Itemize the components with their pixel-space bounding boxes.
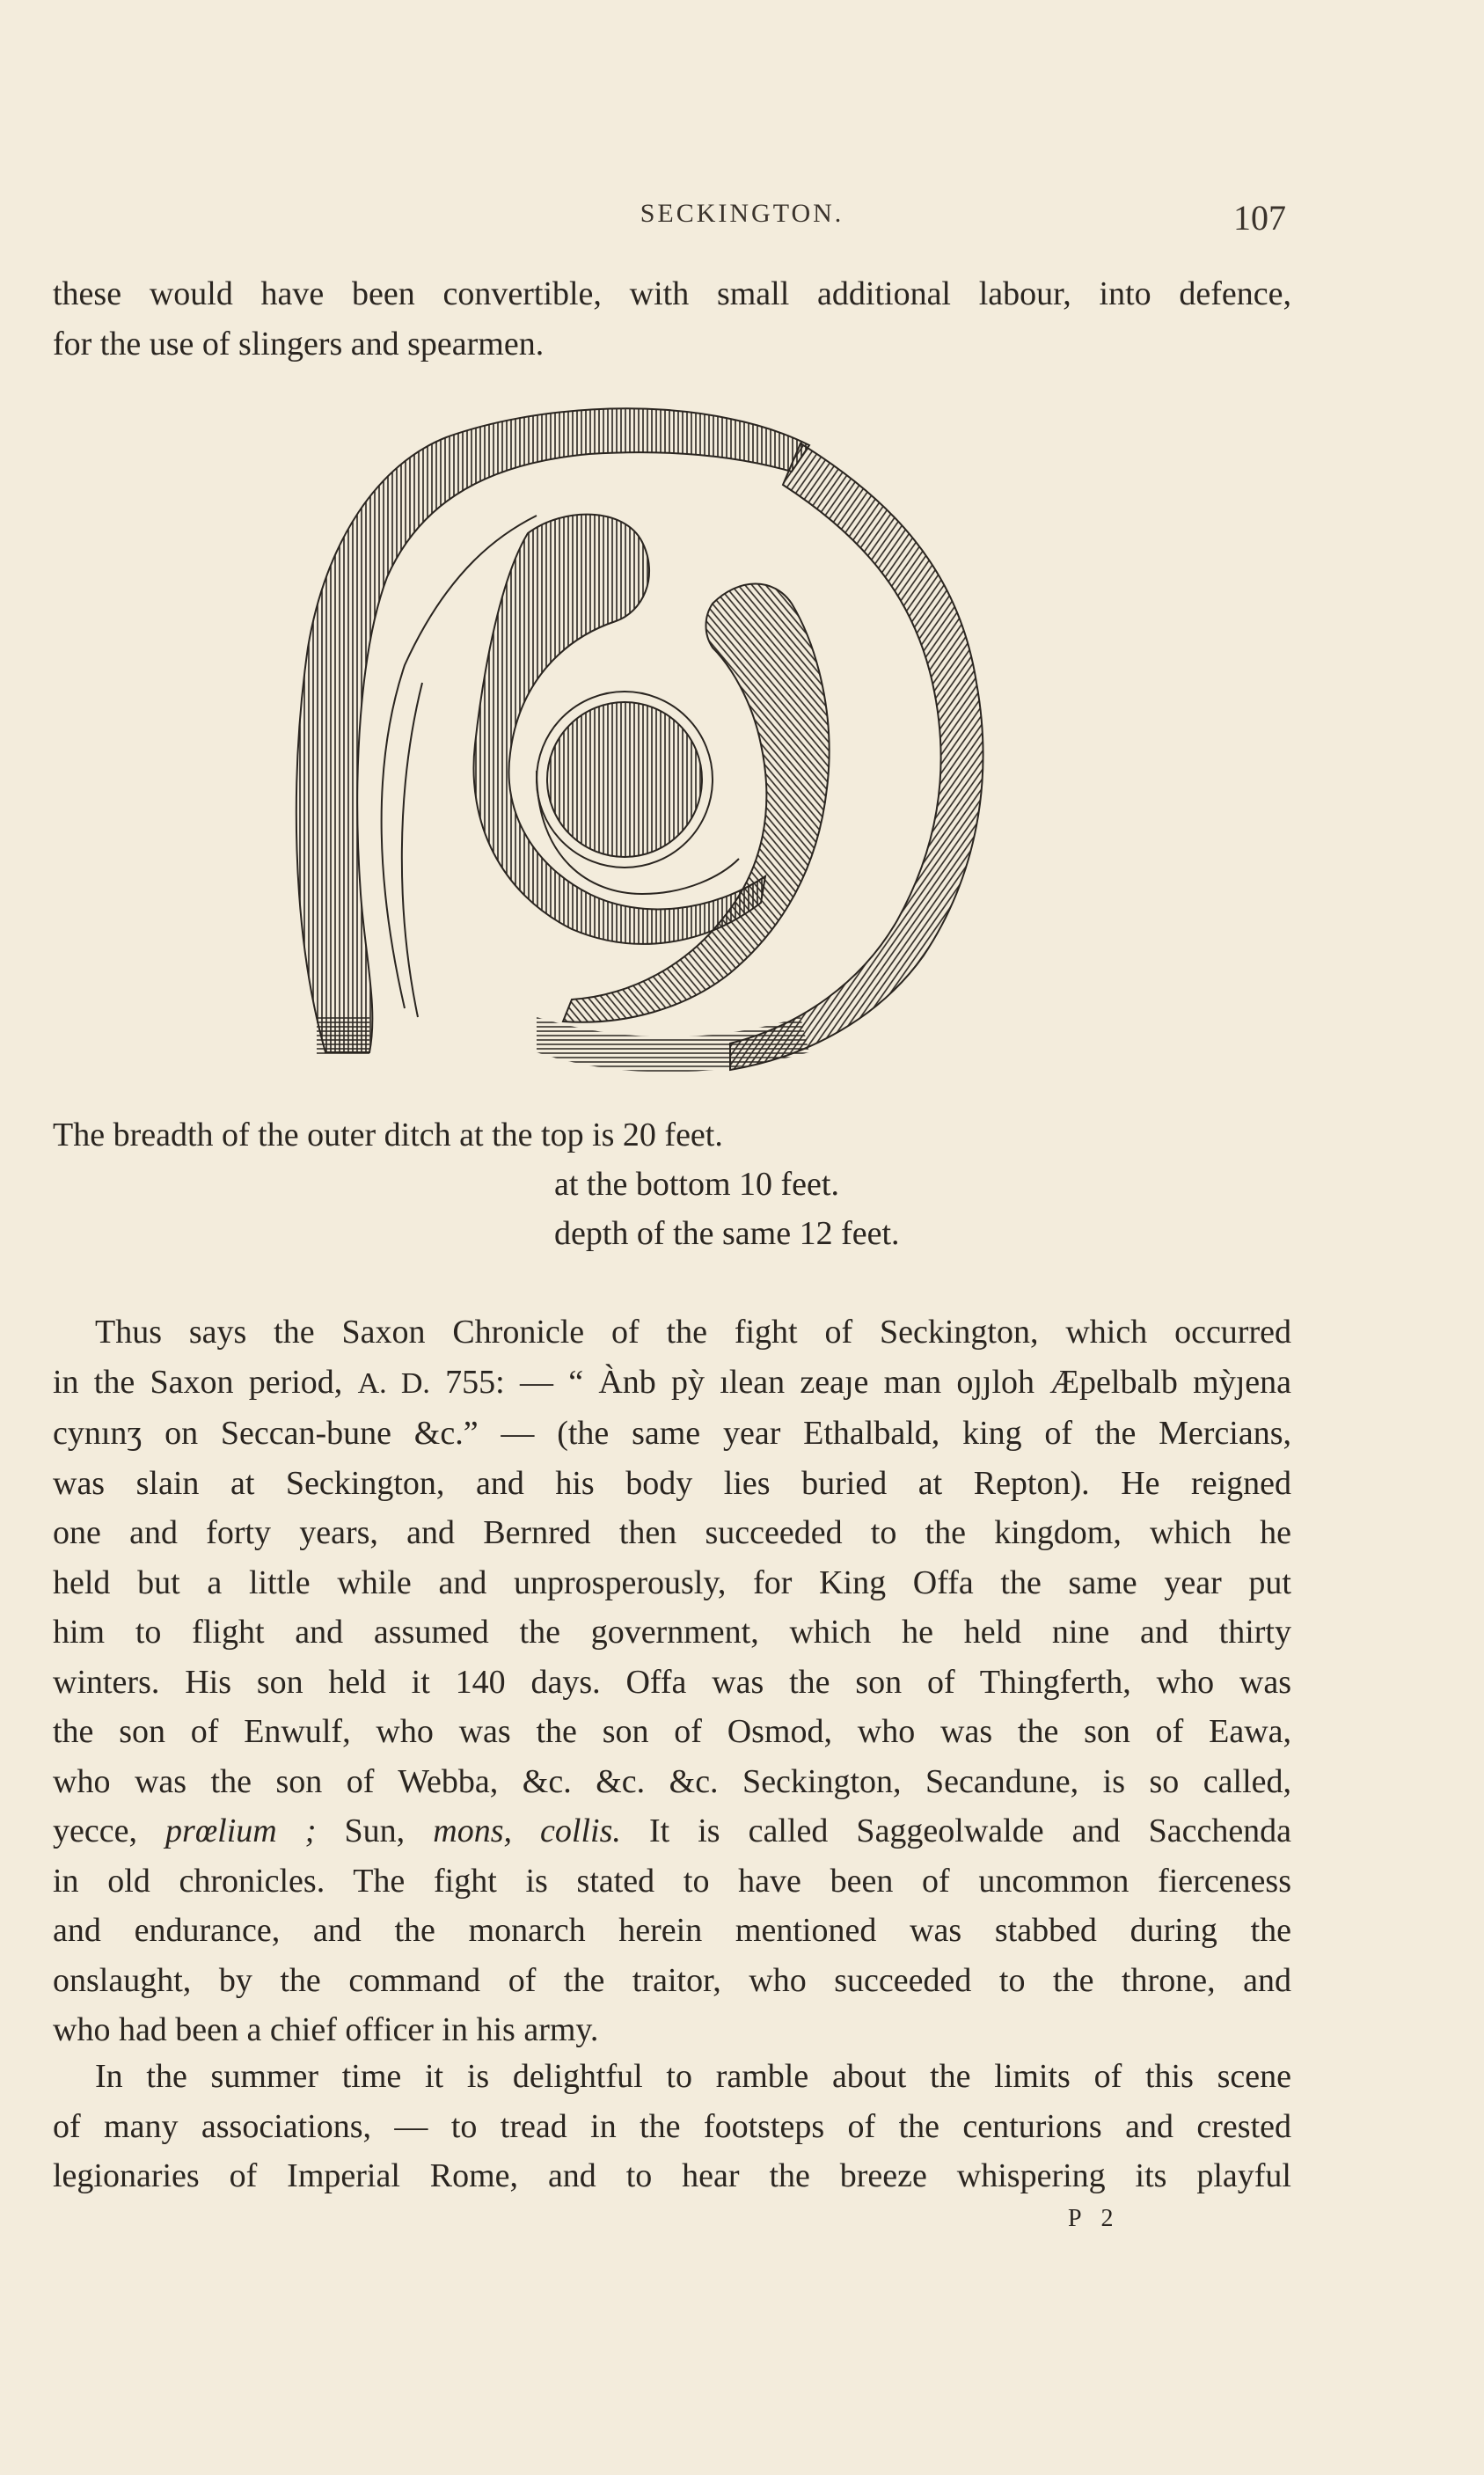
text-line: the son of Enwulf, who was the son of Osmod, who was the son of Eawa,: [53, 1713, 1291, 1750]
outer-rampart-southwest: [317, 1017, 369, 1057]
text-line: onslaught, by the command of the traitor, who succeeded to the throne, and: [53, 1961, 1291, 1999]
text-line: one and forty years, and Bernred then succeeded to the kingdom, which he: [53, 1514, 1291, 1551]
central-mound: [547, 702, 702, 857]
text-line: for the use of slingers and spearmen.: [53, 325, 545, 362]
inner-ditch-line-2: [402, 683, 422, 1017]
text-line: yecce, prœlium ; Sun, mons, collis. It is called Saggeolwalde and Sacchenda: [53, 1812, 1292, 1849]
text-line: In the summer time it is delightful to ramble about the limits of this scene: [95, 2058, 1291, 2095]
page-number: 107: [1233, 198, 1286, 238]
measurement-line: at the bottom 10 feet.: [554, 1166, 839, 1203]
text-line: him to flight and assumed the government, which he held nine and thirty: [53, 1614, 1291, 1651]
running-head: SECKINGTON.: [640, 199, 844, 228]
intro-text: [53, 269, 1291, 369]
text-line: legionaries of Imperial Rome, and to hear the breeze whispering its playful: [53, 2157, 1291, 2194]
text-line: in the Saxon period, A. D. 755: — “ Ànb pỳ ılean zeaȷe man oȷȷloh Æpelbalb mỳȷena: [53, 1363, 1291, 1401]
signature-mark: P 2: [1068, 2205, 1121, 2232]
measurement-line: The breadth of the outer ditch at the top is 20 feet.: [53, 1117, 723, 1153]
text-line: Thus says the Saxon Chronicle of the fight of Seckington, which occurred: [95, 1314, 1291, 1351]
measurement-line: depth of the same 12 feet.: [554, 1215, 900, 1252]
text-line: was slain at Seckington, and his body lies buried at Repton). He reigned: [53, 1464, 1291, 1502]
measurements-block: [53, 1110, 1284, 1258]
text-line: these would have been convertible, with small additional labour, into defence,: [53, 275, 1291, 312]
text-line: who was the son of Webba, &c. &c. &c. Seckington, Secandune, is so called,: [53, 1762, 1291, 1800]
text-line: held but a little while and unprosperously, for King Offa the same year put: [53, 1563, 1291, 1601]
text-line: in old chronicles. The fight is stated to have been of uncommon fierceness: [53, 1862, 1291, 1900]
text-line: who had been a chief officer in his army.: [53, 2011, 599, 2048]
text-line: and endurance, and the monarch herein mentioned was stabbed during the: [53, 1912, 1291, 1949]
earthwork-plan-figure: [273, 401, 1047, 1096]
text-line: winters. His son held it 140 days. Offa was the son of Thingferth, who was: [53, 1663, 1291, 1701]
paragraph-summer-ramble: [53, 2052, 1291, 2201]
text-line: cynınʒ on Seccan-bune &c.” — (the same year Ethalbald, king of the Mercians,: [53, 1415, 1291, 1452]
text-line: of many associations, — to tread in the footsteps of the centurions and crested: [53, 2107, 1291, 2145]
outer-rampart-south: [537, 1017, 809, 1073]
paragraph-saxon-chronicle: [53, 1307, 1291, 2055]
